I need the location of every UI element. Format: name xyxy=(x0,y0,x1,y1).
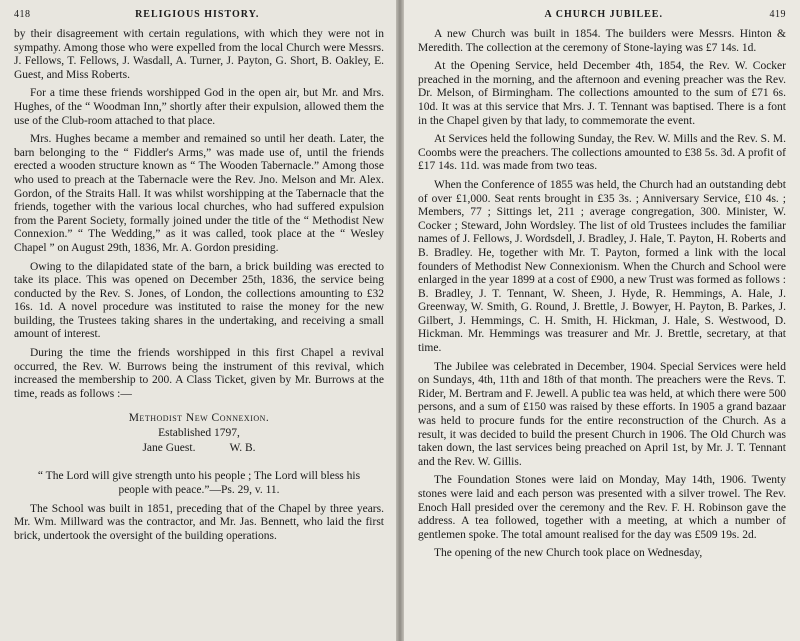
paragraph: by their disagreement with certain regulations, with which they were not in sympathy. Among those who were expelled from the local Church were Messrs. J. Fellows, T. Fellows, J. Wasdall, A. Turner, J. Payton, G. Short, B. Oakley, E. Guest, and Miss Roberts. xyxy=(14,28,384,81)
paragraph: At the Opening Service, held December 4th, 1854, the Rev. W. Cocker preached in the morning, and the afternoon and evening preacher was the Rev. Dr. Melson, of Birmingham. The collections amounted to the sum of £71 6s. 10d. It was at this service that Mrs. J. T. Tennant was baptised. There is a font in the Chapel given by that lady, to commemorate the event. xyxy=(418,60,786,127)
scripture-quote: “ The Lord will give strength unto his people ; The Lord will bless his people with peace.”—Ps. 29, v. 11. xyxy=(37,470,361,497)
ticket-holder-line xyxy=(14,441,384,456)
paragraph: Mrs. Hughes became a member and remained so until her death. Later, the barn belonging to the “ Fiddler's Arms,” was made use of, until the friends erected a wooden structure known as “ The Wooden Tabernacle.” Among those who used to preach at the Tabernacle were the Rev. Jno. Melson and Mr. Alex. Gordon, of the Straits Hall. It was whilst worshipping at the Tabernacle that the friends, together with the various local churches, who had suffered expulsion from the Parent Society, formally joined under the title of the “ Methodist New Connexion.” “ The Wedding,” as it was called, took place at the “ Wesley Chapel ” on August 29th, 1836, Mr. A. Gordon presiding. xyxy=(14,133,384,254)
page-number: 418 xyxy=(14,9,31,20)
page-number: 419 xyxy=(769,9,786,20)
ticket-organisation: Methodist New Connexion. xyxy=(128,412,270,425)
header-spacer xyxy=(364,8,384,22)
right-page-body xyxy=(418,28,786,561)
left-page-header xyxy=(14,8,384,22)
paragraph: The School was built in 1851, preceding that of the Chapel by three years. Mr. Wm. Millward was the contractor, and Mr. Jas. Bennett, who laid the first brick, undertook the oversight of the building operations. xyxy=(14,502,384,542)
running-head: RELIGIOUS HISTORY. xyxy=(135,9,260,20)
paragraph: For a time these friends worshipped God in the open air, but Mr. and Mrs. Hughes, of the “ Woodman Inn,” shortly after their expulsion, allowed them the use of the Club-room attached to that place. xyxy=(14,87,384,127)
class-ticket xyxy=(14,411,384,456)
paragraph: During the time the friends worshipped in this first Chapel a revival occurred, the Rev. W. Burrows being the instrument of this revival, which increased the membership to 200. A Class Ticket, given by Mr. Burrows at the time, reads as follows :— xyxy=(14,347,384,400)
right-page xyxy=(400,0,800,641)
book-gutter xyxy=(396,0,404,641)
ticket-holder-name: Jane Guest. xyxy=(142,442,196,455)
ticket-initials: W. B. xyxy=(229,442,256,455)
left-page-body xyxy=(14,28,384,543)
running-head: A CHURCH JUBILEE. xyxy=(544,9,663,20)
paragraph: Owing to the dilapidated state of the barn, a brick building was erected to take its place. This was opened on December 25th, 1836, the service being conducted by the Rev. S. Jones, of London, the collections amounting to £32 16s. 1d. A novel procedure was instituted to raise the money for the new building, the Trustees taking shares in the undertaking, and receiving a small amount of interest. xyxy=(14,260,384,341)
right-page-header xyxy=(418,8,786,22)
header-spacer xyxy=(418,8,438,22)
paragraph: A new Church was built in 1854. The builders were Messrs. Hinton & Meredith. The collection at the ceremony of Stone-laying was £7 14s. 1d. xyxy=(418,28,786,54)
paragraph: The Jubilee was celebrated in December, 1904. Special Services were held on Sundays, 4th, 11th and 18th of that month. The preachers were the Revs. T. Rider, M. Bertram and F. Jewell. A public tea was held, at which there were 500 persons, and a sum of £150 was raised by these efforts. In 1905 a grand bazaar was held to procure funds for the entire reconstruction of the Church. As a result, it was decided to build the present Church in 1906. The Old Church was taken down, the last services being preached on April 1st, by Mr. J. T. Tennant and the Rev. W. Gillis. xyxy=(418,360,786,468)
paragraph: At Services held the following Sunday, the Rev. W. Mills and the Rev. S. M. Coombs were the preachers. The collections amounted to £38 5s. 3d. A profit of £17 14s. 11d. was made from two teas. xyxy=(418,133,786,173)
paragraph: The Foundation Stones were laid on Monday, May 14th, 1906. Twenty stones were laid and each person was presented with a silver trowel. The Rev. Enoch Hall presided over the ceremony and the Rev. F. H. Robinson gave the address. A tea followed, together with a meeting, at which a number of gentlemen spoke. The total amount realised for the day was £509 19s. 2d. xyxy=(418,474,786,541)
paragraph: The opening of the new Church took place on Wednesday, xyxy=(434,547,703,560)
paragraph: When the Conference of 1855 was held, the Church had an outstanding debt of over £1,000. Seat rents brought in £35 3s. ; Anniversary Service, £10 4s. ; Members, 77 ; Sittings let, 211 ; average congregation, 300. Minister, W. Cocker ; Steward, John Wordsley. The list of old Trustees includes the familiar names of J. Fellows, J. Wordsdell, J. Bradley, J. Hale, T. Payton, H. Roberts and B. Bradley. He, together with Mr. T. Payton, formed a link with the local founders of Methodist New Connexionism. When the Church and School were enlarged in the year 1899 at a cost of £900, a new Trust was formed as follows : B. Bradley, J. T. Tennant, W. Sheen, J. Hyde, R. Hemmings, A. Hale, J. Greenway, W. Smith, G. Round, J. Brettle, J. Bowyer, H. Payton, B. Parkes, J. Gilbert, J. Hemmings, C. H. Smith, H. Hickman, J. Hale, S. Westwood, D. Hickman. Mr. Hemmings was treasurer and Mr. J. Brettle, secretary, at that time. xyxy=(418,178,786,355)
ticket-established: Established 1797, xyxy=(158,427,240,440)
